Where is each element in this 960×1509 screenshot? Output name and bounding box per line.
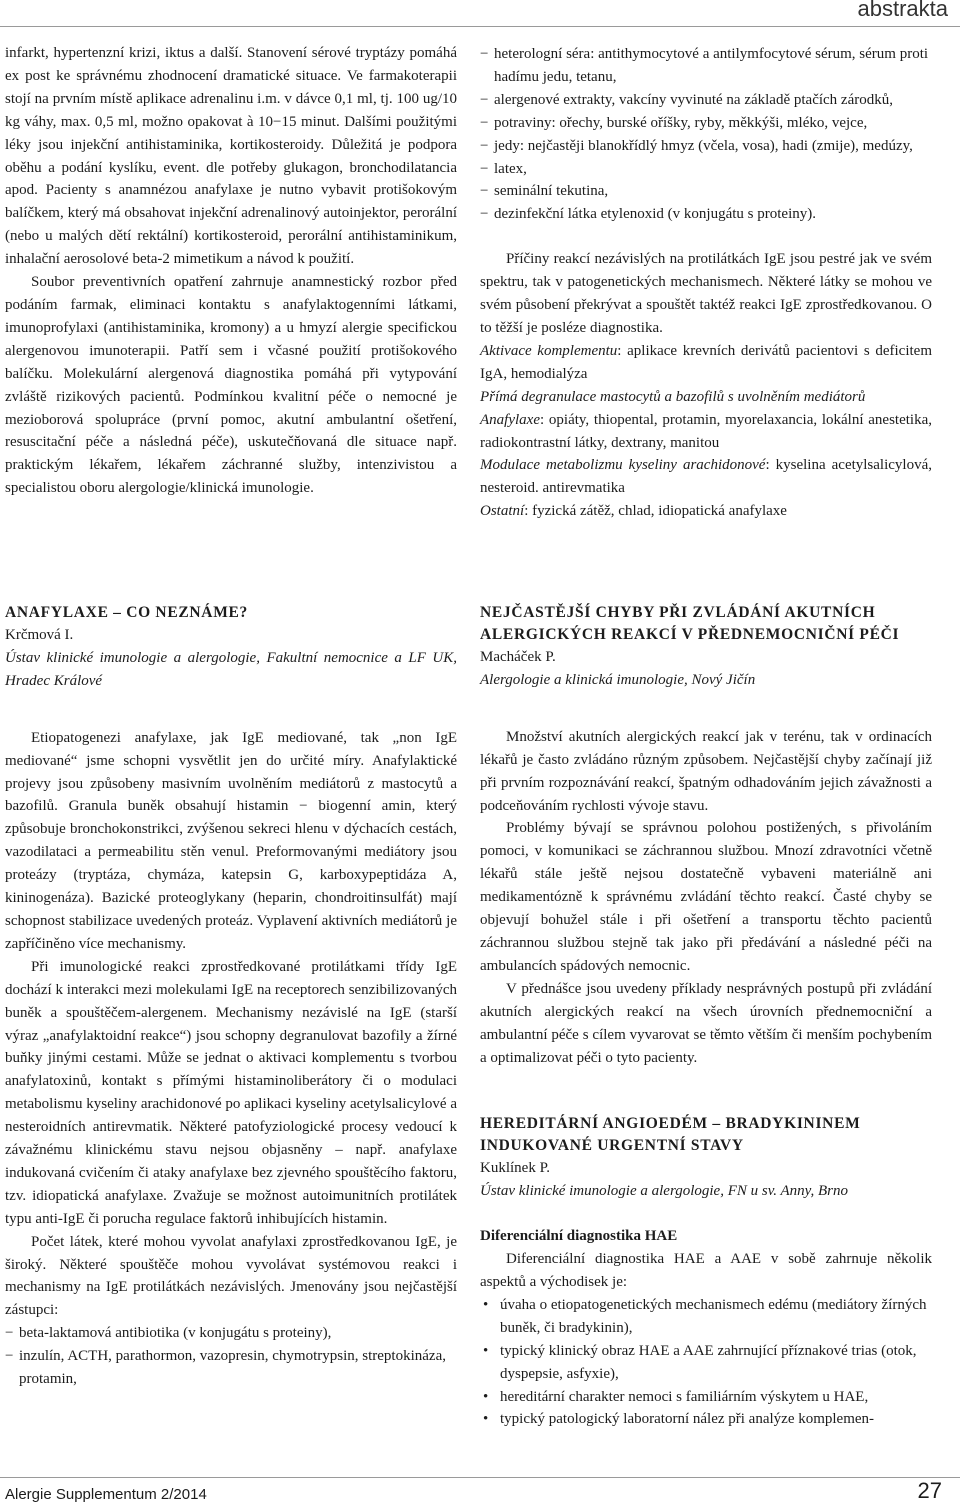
mechanism-item [480,500,932,523]
article-institution: Ústav klinické imunologie a alergologie, Fakultní nemocnice a LF UK, Hradec Králové [5,649,457,689]
right-column-top [480,43,932,523]
trigger-list [5,1322,457,1391]
footer-rule [0,1477,960,1478]
mechanism-item [480,409,932,455]
article-institution: Alergologie a klinická imunologie, Nový Jičín [480,671,756,688]
list-item: − jedy: nejčastěji blanokřídlý hmyz (včela, vosa), hadi (zmije), medúzy, [480,135,932,158]
article-title: HEREDITÁRNÍ ANGIOEDÉM – BRADYKININEM INDUKOVANÉ URGENTNÍ STAVY [480,1115,861,1155]
mechanism-item [480,340,932,386]
list-item: − alergenové extrakty, vakcíny vyvinuté na základě ptačích zárodků, [480,89,932,112]
paragraph: Soubor preventivních opatření zahrnuje anamnestický rozbor před podáním farmak, eliminaci kontaktu s anafylaktogenními látkami, imunoprofylaxi (antihistaminika, kromony) a u hmyzí alergie specifickou alergenovou imunoterapii. Patří sem i včasné použití protišokového balíčku. Molekulární alergenová diagnostika pomáhá při vytypování zvláště rizikových pacientů. Podmínkou kvalitní péče o nemocné je mezioborová spolupráce (první pomoc, akutní ambulantní ošetření, resuscitační péče a následná péče), uskutečňovaná dle situace např. praktickým lékařem, lékařem záchranné služby, intenzivistou a specialistou oboru alergologie/klinická imunologie. [5,274,457,497]
paragraph: V přednášce jsou uvedeny příklady nesprávných postupů při zvládání akutních alergických reakcí na všech úrovních přednemocniční a ambulantní péče s cílem vyvarovat se těmto větším či menším pochybením a optimalizovat péči o tyto pacienty. [480,980,932,1066]
list-item: − inzulín, ACTH, parathormon, vazopresin, chymotrypsin, streptokináza, protamin, [5,1345,457,1391]
paragraph: infarkt, hypertenzní krizi, iktus a další. Stanovení sérové tryptázy pomáhá ex post ke správnému zhodnocení dramatické situace. Ve farmakoterapii stojí na prvním místě aplikace adrenalinu i.m. v dávce 0,1 ml, tj. 100 ug/10 kg váhy, max. 0,5 ml, možno opakovat à 10−15 minut. Dalšími použitými léky jsou injekční antihistaminika, kortikosteroidy. Důležitá je podpora oběhu a podání kyslíku, event. dle potřeby glukagon, bronchodilatancia apod. Pacienty s anamnézou anafylaxe je nutno vybavit protišokovým balíčkem, který má obsahovat injekční adrenalinový autoinjektor, perorální (nebo u malých dětí rektální) kortikosteroid, perorální antihistaminikum, inhalační aerosolové beta-2 mimetikum a návod k použití. [5,45,457,268]
left-column-top [5,42,457,500]
article-author: Krčmová I. [5,627,74,643]
paragraph: Problémy bývají se správnou polohou postižených, s přivoláním pomoci, v komunikaci se záchrannou službou. Mnozí zdravotníci včetně lékařů stále ještě nejsou dostatečně vybaveni materiálně ani medikamentózně k správnému zvládání těchto reakcí. Časté chyby se objevují bohužel stále i při ošetření a transportu těchto pacientů záchrannou službou stejně tak jako při předávání a následné péči na ambulancích spádových nemocnic. [480,820,932,974]
list-item: • úvaha o etiopatogenetických mechanismech edému (mediátory žírných buněk, či bradykinin), [480,1294,932,1340]
list-item: − seminální tekutina, [480,180,932,203]
mechanism-text: : aplikace krevních derivátů pacientovi s deficitem IgA, hemodialýza [480,342,932,382]
article-author: Macháček P. [480,649,556,665]
page-number: 27 [917,1478,942,1503]
mechanism-label: Ostatní [480,503,525,520]
mechanism-text: : kyselina acetylsalicylová, nesteroid. antirevmatika [480,457,932,497]
paragraph: Při imunologické reakci zprostředkované protilátkami třídy IgE dochází k interakci mezi molekulami IgE na receptorech senzibilizovaných buněk a spouštěčem-alergenem. Mechanismy nezávislé na IgE (starší výraz „anafylaktoidní reakce“) jsou schopny degranulovat bazofily a žírné buňky jinými cestami. Může se jednat o aktivaci komplementu s tvorbou anafylatoxinů, kontakt s přímými histaminoliberátory či o modulaci metabolismu kyseliny arachidonové po aplikaci kyseliny acetylsalicylové a nesteroidních antirevmatik. Některé patofyziologické procesy vedoucí k závažnému klinickému stavu nejsou objasněny – např. anafylaxe indukovaná cvičením či ataky anafylaxe bez zjevného spouštěcího faktoru, tzv. idiopatická anafylaxe. Zvažuje se možnost autoimunitních protilátek typu anti-IgE či porucha regulace faktorů inhibujících histamin. [5,958,457,1227]
list-item: • hereditární charakter nemoci s familiárním výskytem u HAE, [480,1386,932,1409]
subheading: Diferenciální diagnostika HAE [480,1228,678,1245]
list-item: − latex, [480,158,932,181]
paragraph: Příčiny reakcí nezávislých na protilátkách IgE jsou pestré jak ve svém spektru, tak v patogenetických mechanismech. Některé látky se mohou ve svém působení překrývat a spouštět taktéž reakci IgE zprostředkovanou. O to těžší je posléze diagnostika. [480,251,932,336]
mechanism-item [480,454,932,500]
header-rule [0,26,960,27]
right-column-bottom [480,602,932,1431]
list-item: • typický klinický obraz HAE a AAE zahrnující příznakové trias (otok, dyspepsie, asfyxie), [480,1340,932,1386]
mechanism-label: Modulace metabolizmu kyseliny arachidonové [480,457,766,474]
mechanism-label: Aktivace komplementu [480,342,618,359]
list-item: − beta-laktamová antibiotika (v konjugátu s proteiny), [5,1322,457,1345]
mechanism-label: Přímá degranulace mastocytů a bazofilů s uvolněním mediátorů [480,388,866,405]
diagnosis-list [480,1294,932,1431]
paragraph: Diferenciální diagnostika HAE a AAE v sobě zahrnuje několik aspektů a východisek je: [480,1251,932,1291]
list-item: − heterologní séra: antithymocytové a antilymfocytové sérum, sérum proti hadímu jedu, tetanu, [480,43,932,89]
journal-name: Alergie Supplementum 2/2014 [5,1486,207,1503]
allergen-list [480,43,932,226]
list-item: − potraviny: ořechy, burské oříšky, ryby, měkkýši, mléko, vejce, [480,112,932,135]
mechanism-item [480,386,932,409]
paragraph: Etiopatogenezi anafylaxe, jak IgE mediované, tak „non IgE mediované“ jsme schopni vysvětlit jen do určité míry. Anafylaktické projevy jsou způsobeny masivním uvolněním mediátorů z mastocytů a bazofilů. Granula buněk obsahují histamin − biogenní amin, který způsobuje bronchokonstrikci, zvýšenou sekreci hlenu v dýchacích cestách, vazodilataci a permeabilitu stěn venul. Preformovanými mediátory jsou proteázy (tryptáza, chymáza, katepsin G, karboxypeptidáza A, kininogenáza). Bazické proteoglykany (heparin, chondroitinsulfát) mají schopnost stabilizace uvedených proteáz. Vyplavení aktivních mediátorů je zapříčiněno více mechanismy. [5,729,457,952]
list-item: • typický patologický laboratorní nález při analýze komplemen- [480,1408,932,1431]
mechanism-label: Anafylaxe [480,411,540,428]
article-title: ANAFYLAXE – CO NEZNÁME? [5,604,249,621]
article-title: NEJČASTĚJŠÍ CHYBY PŘI ZVLÁDÁNÍ AKUTNÍCH ALERGICKÝCH REAKCÍ V PŘEDNEMOCNIČNÍ PÉČI [480,604,900,643]
article-institution: Ústav klinické imunologie a alergologie, FN u sv. Anny, Brno [480,1183,848,1200]
paragraph: Množství akutních alergických reakcí jak v terénu, tak v ordinacích lékařů je často zvládáno různým způsobem. Nejčastější chyby začínají již při prvním rozpoznávání reakcí, špatným odhadováním jejich závažnosti a podceňováním rychlosti vývoje stavu. [480,728,932,814]
article-author: Kuklínek P. [480,1160,551,1177]
article-anafylaxe [5,602,457,1391]
list-item: − dezinfekční látka etylenoxid (v konjugátu s proteiny). [480,203,932,226]
mechanism-text: : fyzická zátěž, chlad, idiopatická anafylaxe [524,503,787,520]
section-label: abstrakta [857,0,948,21]
paragraph: Počet látek, které mohou vyvolat anafylaxi zprostředkovanou IgE, je široký. Některé spouštěče mohou vyvolávat systémovou reakci i mechanismy na IgE protilátkách nezávislých. Jmenovány jsou nejčastější zástupci: [5,1233,457,1319]
mechanism-text: : opiáty, thiopental, protamin, myorelaxancia, lokální anestetika, radiokontrastní látky, dextrany, manitou [480,411,932,451]
